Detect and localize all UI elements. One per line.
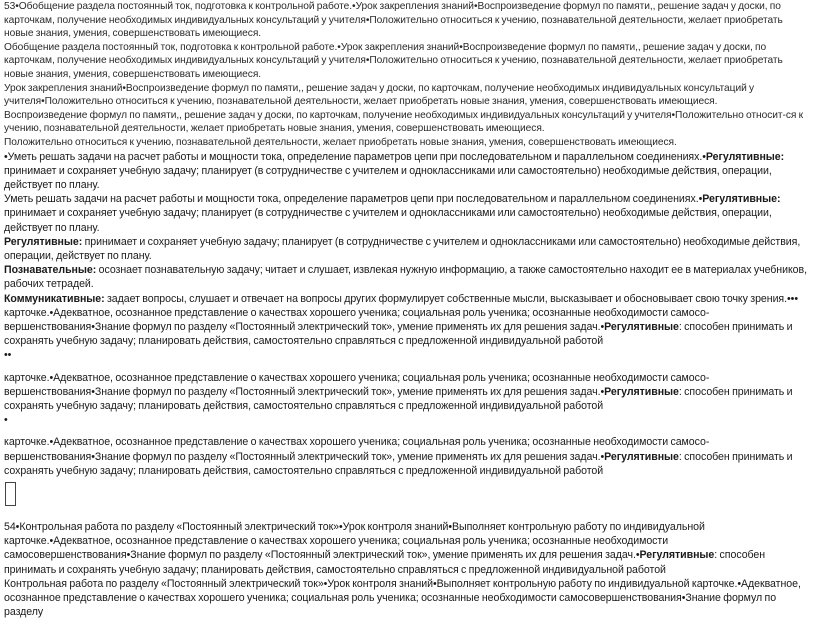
communicative-paragraph: Коммуникативные: задает вопросы, слушает и отвечает на вопросы других формулирует собственные мысли, высказывает и обосновывает свою точку зрения.•••	[4, 292, 798, 305]
lesson-attitude-line: Положительно относиться к учению, познавательной деятельности, желает приобретать новые знания, умения, совершенствовать имеющиеся.	[4, 136, 677, 148]
card-paragraph-3: карточке.•Адекватное, осознанное представление о качествах хорошего ученика; социальная роль ученика; осознанные необходимости самосо-вершенствования•Знание формул по разделу «Постоянный электрический ток», умение применять их для решения задач.•Регулятивные: способен принимать и сохранять учебную задачу; планировать действия, самостоятельно справляться с предложенной индивидуальной работой	[4, 436, 793, 477]
card-paragraph-1: карточке.•Адекватное, осознанное представление о качествах хорошего ученика; социальная роль ученика; осознанные необходимости самосо-вершенствования•Знание формул по разделу «Постоянный электрический ток», умение применять их для решения задач.•Регулятивные: способен принимать и сохранять учебную задачу; планировать действия, самостоятельно справляться с предложенной индивидуальной работой ••	[4, 306, 793, 362]
lesson-53-line: 53•Обобщение раздела постоянный ток, подготовка к контрольной работе.•Урок закрепления знаний•Воспроизведение формул по памяти,, решение задач у доски, по карточкам, получение необходимых индивидуальных консультаций у учителя•Положительно относиться к учению, познавательной деятельности, желает приобретать новые знания, умения, совершенствовать имеющиеся.	[4, 1, 783, 40]
card-paragraph-2: карточке.•Адекватное, осознанное представление о качествах хорошего ученика; социальная роль ученика; осознанные необходимости самосо-вершенствования•Знание формул по разделу «Постоянный электрический ток», умение применять их для решения задач.•Регулятивные: способен принимать и сохранять учебную задачу; планировать действия, самостоятельно справляться с предложенной индивидуальной работой •	[4, 371, 793, 427]
cognitive-paragraph: Познавательные: осознает познавательную задачу; читает и слушает, извлекая нужную информацию, а также самостоятельно находит ее в материалах учебников, рабочих тетрадей.	[4, 264, 807, 291]
lesson-summary-line: Обобщение раздела постоянный ток, подготовка к контрольной работе.•Урок закрепления знаний•Воспроизведение формул по памяти,, решение задач у доски, по карточкам, получение необходимых индивидуальных консультаций у учителя•Положительно относиться к учению, познавательной деятельности, желает приобретать новые знания, умения, совершенствовать имеющиеся.	[4, 41, 783, 80]
empty-table-cell	[5, 482, 16, 506]
regulative-paragraph: Регулятивные: принимает и сохраняет учебную задачу; планирует (в сотрудничестве с учителем и одноклассниками или самостоятельно) необходимые действия, операции, действует по плану.	[4, 235, 801, 262]
lesson-type-line: Урок закрепления знаний•Воспроизведение формул по памяти,, решение задач у доски, по карточкам, получение необходимых индивидуальных консультаций у учителя•Положительно относиться к учению, познавательной деятельности, желает приобретать новые знания, умения, совершенствовать имеющиеся.	[4, 82, 755, 108]
skills-paragraph-1: •Уметь решать задачи на расчет работы и мощности тока, определение параметров цепи при последовательном и параллельном соединениях.•Регулятивные: принимает и сохраняет учебную задачу; планирует (в сотрудничестве с учителем и одноклассниками или самостоятельно) необходимые действия, операции, действует по плану.	[4, 150, 785, 191]
lesson-activity-line: Воспроизведение формул по памяти,, решение задач у доски, по карточкам, получение необходимых индивидуальных консультаций у учителя•Положительно относит-ся к учению, познавательной деятельности, желает приобретать новые знания, умения, совершенствовать имеющиеся.	[4, 109, 804, 135]
skills-paragraph-2: Уметь решать задачи на расчет работы и мощности тока, определение параметров цепи при последовательном и параллельном соединениях.•Регулятивные: принимает и сохраняет учебную задачу; планирует (в сотрудничестве с учителем и одноклассниками или самостоятельно) необходимые действия, операции, действует по плану.	[4, 193, 781, 234]
lesson-54-paragraph: 54•Контрольная работа по разделу «Постоянный электрический ток»•Урок контроля знаний•Выполняет контрольную работу по индивидуальной карточке.•Адекватное, осознанное представление о качествах хорошего ученика; социальная роль ученика; осознанные необходимости самосовершенствования•Знание формул по разделу «Постоянный электрический ток», умение применять их для решения задач.•Регулятивные: способен принимать и сохранять учебную задачу; планировать действия, самостоятельно справляться с предложенной индивидуальной работой	[4, 521, 766, 576]
control-work-paragraph: Контрольная работа по разделу «Постоянный электрический ток»•Урок контроля знаний•Выполняет контрольную работу по индивидуальной карточке.•Адекватное, осознанное представление о качествах хорошего ученика; социальная роль ученика; осознанные необходимости самосовершенствования•Знание формул по разделу	[4, 577, 801, 619]
